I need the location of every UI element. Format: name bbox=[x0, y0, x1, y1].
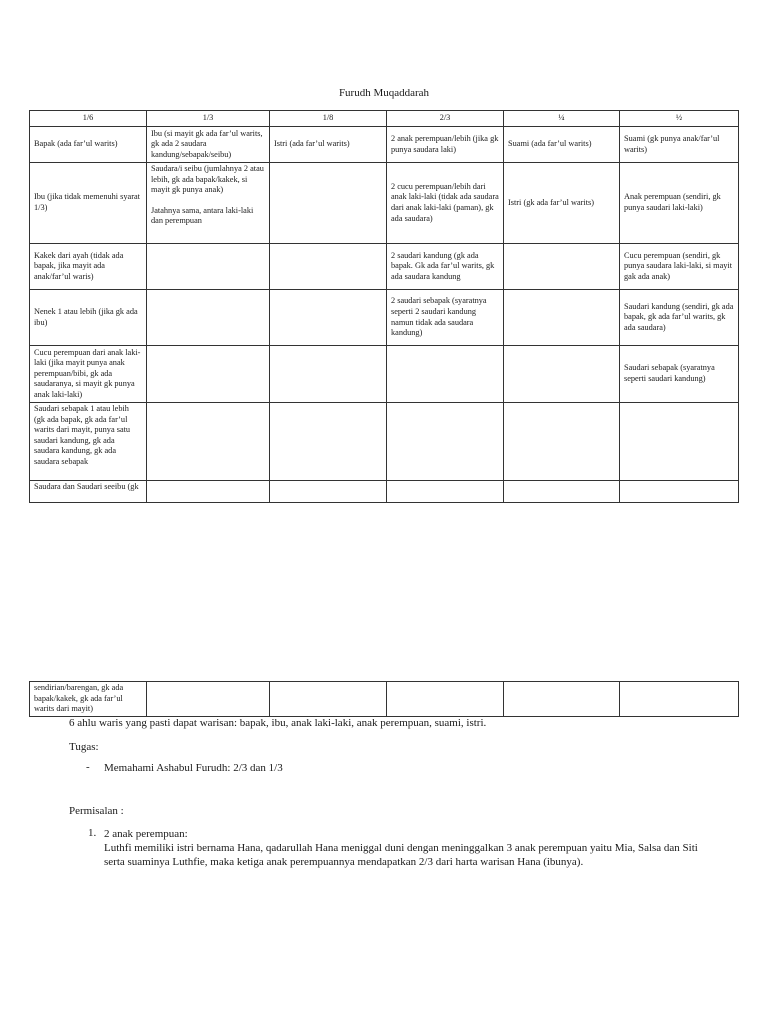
permisalan-label: Permisalan : bbox=[69, 805, 124, 817]
table-cell: Saudari kandung (sendiri, gk ada bapak, gk ada far’ul warits, gk ada saudara) bbox=[620, 290, 739, 346]
bullet-dash: - bbox=[86, 761, 90, 773]
table-cell: Ibu (si mayit gk ada far’ul warits, gk ada 2 saudara kandung/sebapak/seibu) bbox=[147, 127, 270, 163]
table-cell bbox=[270, 290, 387, 346]
table-cell: Ibu (jika tidak memenuhi syarat 1/3) bbox=[30, 163, 147, 244]
table-row bbox=[30, 481, 739, 503]
table-cell: 2 saudari kandung (gk ada bapak. Gk ada far’ul warits, gk ada saudara kandung bbox=[387, 244, 504, 290]
furudh-table bbox=[29, 110, 739, 503]
header-cell-1-6: 1/6 bbox=[30, 111, 147, 127]
table-cell bbox=[504, 346, 620, 403]
table-cell: Anak perempuan (sendiri, gk punya saudari laki-laki) bbox=[620, 163, 739, 244]
table-row bbox=[30, 682, 739, 717]
table-cell: 2 anak perempuan/lebih (jika gk punya saudara laki) bbox=[387, 127, 504, 163]
table-cell bbox=[620, 481, 739, 503]
table-cell bbox=[147, 403, 270, 481]
table-cell bbox=[504, 403, 620, 481]
table-cell: Kakek dari ayah (tidak ada bapak, jika mayit ada anak/far’ul waris) bbox=[30, 244, 147, 290]
table-cell: 2 saudari sebapak (syaratnya seperti 2 saudari kandung namun tidak ada saudara kandung) bbox=[387, 290, 504, 346]
list-number: 1. bbox=[88, 827, 97, 839]
table-cell: Istri (gk ada far’ul warits) bbox=[504, 163, 620, 244]
table-cell: Suami (ada far’ul warits) bbox=[504, 127, 620, 163]
table-cell bbox=[504, 682, 620, 717]
table-cell: Bapak (ada far’ul warits) bbox=[30, 127, 147, 163]
table-cell: Saudari sebapak 1 atau lebih (gk ada bapak, gk ada far’ul warits dari mayit, punya satu saudari kandung, gk ada saudara kandung, gk ada saudara sebapak bbox=[30, 403, 147, 481]
table-cell bbox=[147, 244, 270, 290]
tugas-label: Tugas: bbox=[69, 741, 99, 753]
table-row bbox=[30, 163, 739, 244]
furudh-table-continuation bbox=[29, 681, 739, 717]
table-row bbox=[30, 290, 739, 346]
table-cell bbox=[387, 346, 504, 403]
table-cell bbox=[387, 481, 504, 503]
table-cell bbox=[504, 244, 620, 290]
table-row bbox=[30, 127, 739, 163]
table-cell bbox=[147, 163, 270, 244]
cell-text: Saudara/i seibu (jumlahnya 2 atau lebih, gk ada bapak/kakek, si mayit gk punya anak) bbox=[151, 164, 264, 195]
table-cell: Suami (gk punya anak/far’ul warits) bbox=[620, 127, 739, 163]
example-heading: 2 anak perempuan: bbox=[104, 828, 188, 840]
table-cell bbox=[387, 682, 504, 717]
header-cell-2-3: 2/3 bbox=[387, 111, 504, 127]
table-cell: Nenek 1 atau lebih (jika gk ada ibu) bbox=[30, 290, 147, 346]
table-cell bbox=[504, 290, 620, 346]
header-cell-1-2: ½ bbox=[620, 111, 739, 127]
table-cell: Cucu perempuan dari anak laki-laki (jika mayit punya anak perempuan/bibi, gk ada saudaranya, si mayit gk punya anak laki-laki) bbox=[30, 346, 147, 403]
table-row bbox=[30, 403, 739, 481]
ahli-waris-note: 6 ahlu waris yang pasti dapat warisan: bapak, ibu, anak laki-laki, anak perempuan, suami, istri. bbox=[69, 717, 487, 729]
table-cell: Saudara dan Saudari seeibu (gk bbox=[30, 481, 147, 503]
table-cell bbox=[270, 403, 387, 481]
table-cell: Saudari sebapak (syaratnya seperti saudari kandung) bbox=[620, 346, 739, 403]
table-cell bbox=[620, 682, 739, 717]
table-cell: 2 cucu perempuan/lebih dari anak laki-laki (tidak ada saudara dari anak laki-laki (paman), gk ada saudara) bbox=[387, 163, 504, 244]
table-header-row bbox=[30, 111, 739, 127]
table-cell bbox=[270, 163, 387, 244]
table-cell: Istri (ada far’ul warits) bbox=[270, 127, 387, 163]
table-cell bbox=[387, 403, 504, 481]
table-cell bbox=[270, 481, 387, 503]
header-cell-1-8: 1/8 bbox=[270, 111, 387, 127]
table-cell bbox=[270, 682, 387, 717]
table-row bbox=[30, 244, 739, 290]
table-cell bbox=[504, 481, 620, 503]
header-cell-1-3: 1/3 bbox=[147, 111, 270, 127]
table-cell: sendirian/barengan, gk ada bapak/kakek, gk ada far’ul warits dari mayit) bbox=[30, 682, 147, 717]
table-cell bbox=[147, 682, 270, 717]
table-cell bbox=[270, 346, 387, 403]
table-row bbox=[30, 346, 739, 403]
table-cell bbox=[147, 346, 270, 403]
table-cell bbox=[147, 481, 270, 503]
table-cell: Cucu perempuan (sendiri, gk punya saudara laki-laki, si mayit gak ada anak) bbox=[620, 244, 739, 290]
cell-text: Jatahnya sama, antara laki-laki dan perempuan bbox=[151, 205, 254, 226]
table-cell bbox=[620, 403, 739, 481]
document-title: Furudh Muqaddarah bbox=[338, 87, 430, 99]
header-cell-1-4: ¼ bbox=[504, 111, 620, 127]
example-body: Luthfi memiliki istri bernama Hana, qadarullah Hana meniggal duni dengan meninggalkan 3 anak perempuan yaitu Mia, Salsa dan Siti serta suaminya Luthfie, maka ketiga anak perempuannya mendapatkan 2/3 dari harta warisan Hana (ibunya). bbox=[104, 842, 698, 868]
tugas-item: Memahami Ashabul Furudh: 2/3 dan 1/3 bbox=[104, 762, 283, 774]
table-cell bbox=[270, 244, 387, 290]
table-cell bbox=[147, 290, 270, 346]
